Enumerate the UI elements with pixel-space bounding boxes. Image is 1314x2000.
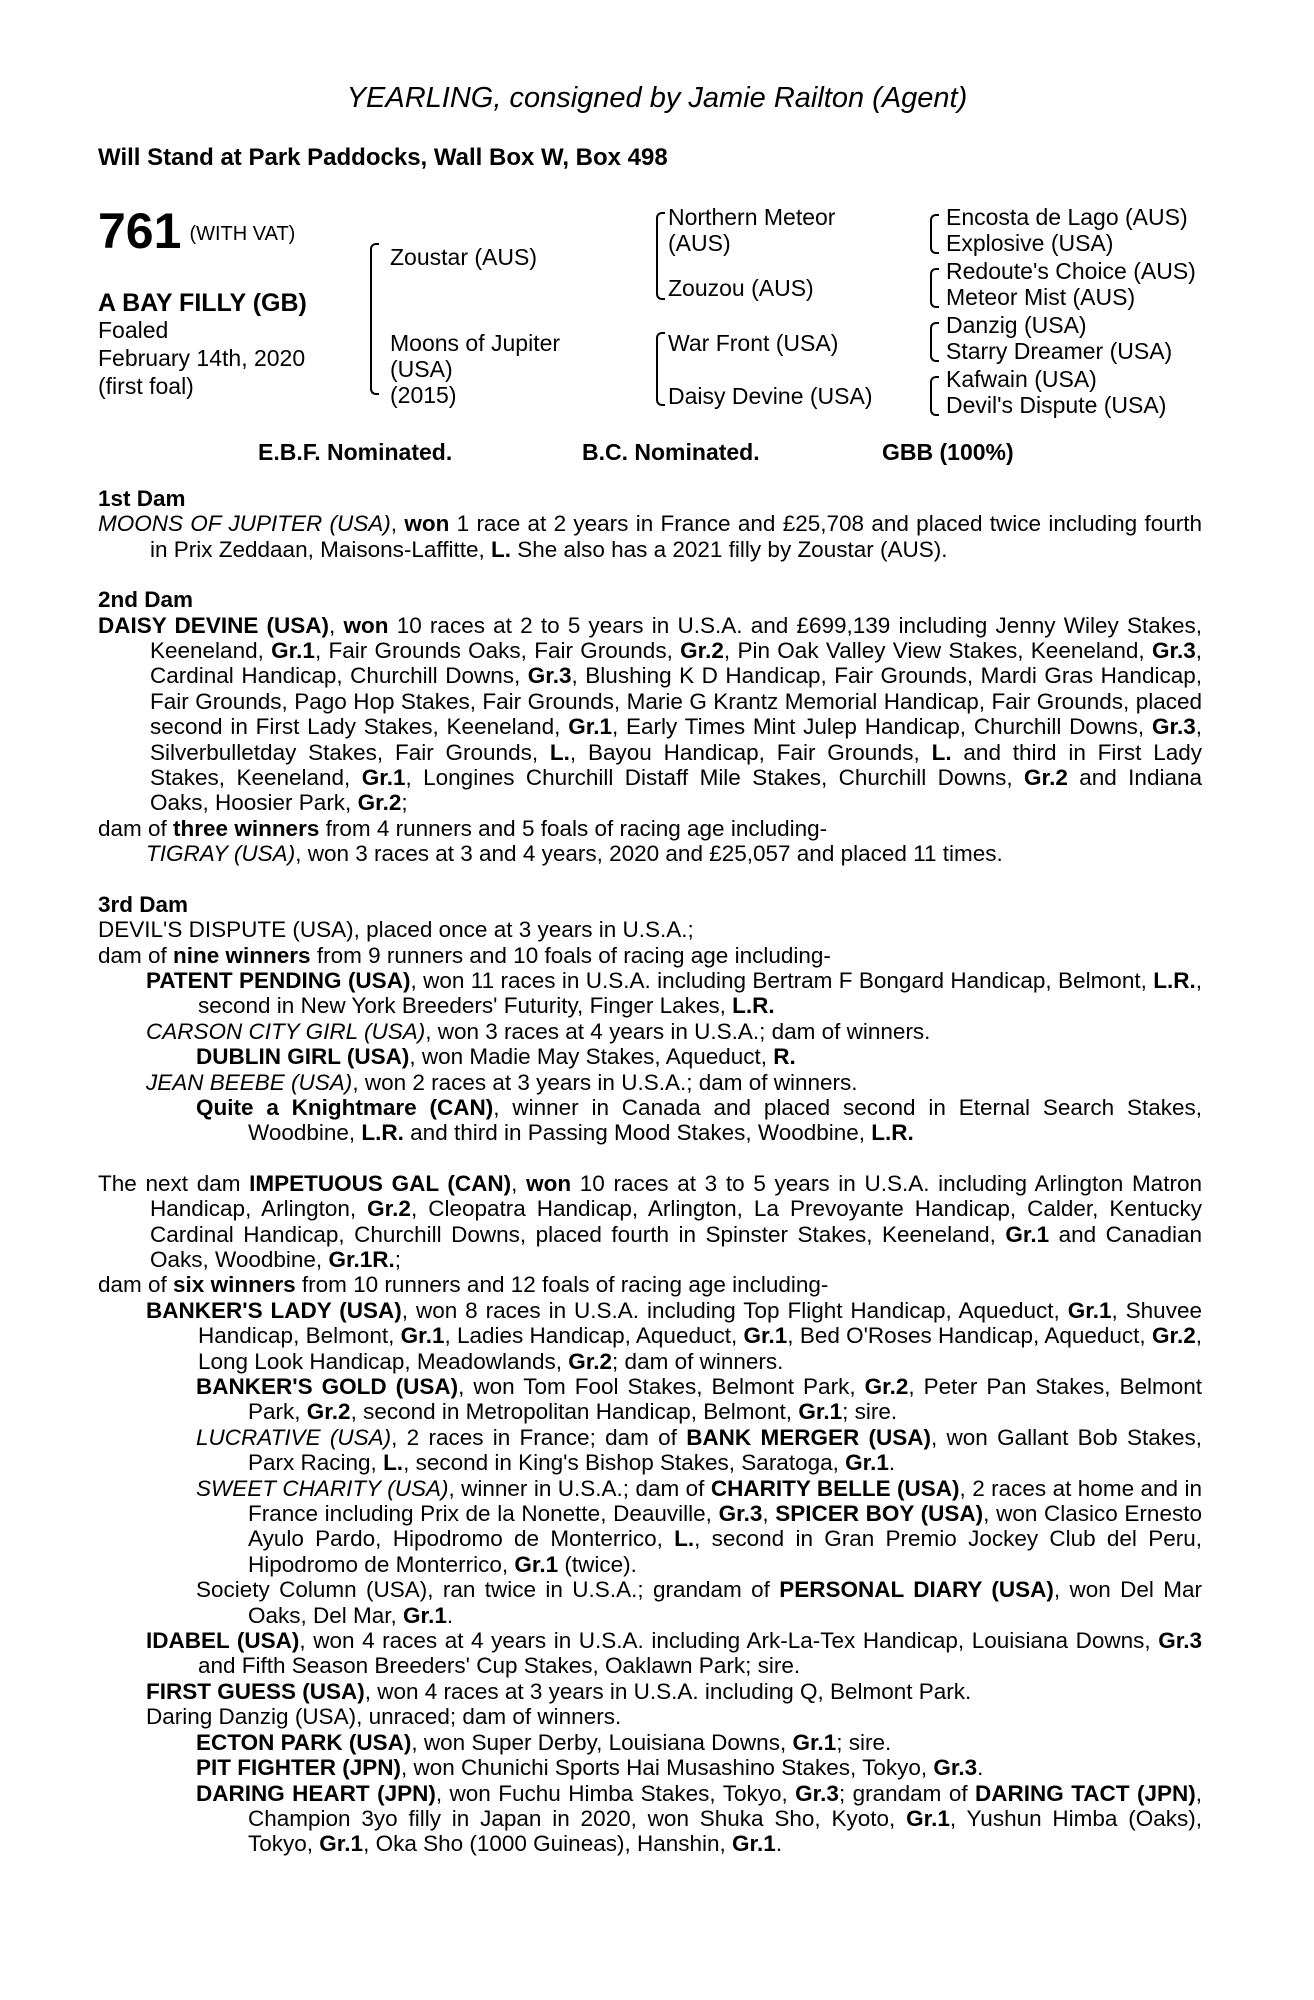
dam-entry: DEVIL'S DISPUTE (USA), placed once at 3 years in U.S.A.; bbox=[98, 917, 694, 943]
produce-entry: IDABEL (USA), won 4 races at 4 years in U.S.A. including Ark-La-Tex Handicap, Louisiana Downs, Gr.3 and Fifth Season Breeders' Cup Stakes, Oaklawn Park; sire. bbox=[146, 1628, 1202, 1679]
produce-entry: Daring Danzig (USA), unraced; dam of winners. bbox=[146, 1704, 622, 1730]
pedigree-brace bbox=[656, 332, 665, 406]
pedigree-dsd: Starry Dreamer (USA) bbox=[946, 338, 1173, 364]
produce-summary: dam of nine winners from 9 runners and 10 foals of racing age including- bbox=[98, 942, 831, 968]
third-dam-section bbox=[98, 892, 1202, 1146]
ebf-nomination: E.B.F. Nominated. bbox=[258, 439, 453, 465]
foaled-date: February 14th, 2020 bbox=[98, 345, 306, 371]
pedigree-dam-country: (USA) bbox=[390, 356, 453, 382]
pedigree-dds: Kafwain (USA) bbox=[946, 366, 1097, 392]
pedigree-ss-country: (AUS) bbox=[668, 230, 731, 256]
pedigree-dam-name: Moons of Jupiter bbox=[390, 330, 561, 356]
produce-entry: Quite a Knightmare (CAN), winner in Canada and placed second in Eternal Search Stakes, Woodbine, L.R. and third in Passing Mood Stakes, Woodbine, L.R. bbox=[196, 1094, 1202, 1146]
pedigree-ddd: Devil's Dispute (USA) bbox=[946, 392, 1167, 418]
dam-entry: MOONS OF JUPITER (USA), won 1 race at 2 years in France and £25,708 and placed twice including fourth in Prix Zeddaan, Maisons-Laffitte, L. She also has a 2021 filly by Zoustar (AUS). bbox=[98, 511, 1202, 562]
produce-entry: CARSON CITY GIRL (USA), won 3 races at 4 years in U.S.A.; dam of winners. bbox=[146, 1018, 931, 1044]
produce-entry: Society Column (USA), ran twice in U.S.A.; grandam of PERSONAL DIARY (USA), won Del Mar Oaks, Del Mar, Gr.1. bbox=[196, 1577, 1202, 1628]
produce-entry: ECTON PARK (USA), won Super Derby, Louisiana Downs, Gr.1; sire. bbox=[196, 1729, 892, 1755]
stable-location: Will Stand at Park Paddocks, Wall Box W, Box 498 bbox=[98, 144, 668, 171]
produce-entry: SWEET CHARITY (USA), winner in U.S.A.; dam of CHARITY BELLE (USA), 2 races at home and in France including Prix de la Nonette, Deauville, Gr.3, SPICER BOY (USA), won Clasico Ernesto Ayulo Pardo, Hipodromo de Monterrico, L., second in Gran Premio Jockey Club del Peru, Hipodromo de Monterrico, Gr.1 (twice). bbox=[196, 1475, 1202, 1577]
pedigree-brace bbox=[656, 212, 665, 300]
catalogue-body bbox=[98, 486, 1202, 1857]
pedigree-sdd: Meteor Mist (AUS) bbox=[946, 284, 1136, 310]
pedigree-brace bbox=[930, 214, 939, 254]
lot-number-block bbox=[98, 203, 295, 262]
produce-entry: LUCRATIVE (USA), 2 races in France; dam of BANK MERGER (USA), won Gallant Bob Stakes, Parx Racing, L., second in King's Bishop Stakes, Saratoga, Gr.1. bbox=[196, 1424, 1202, 1476]
produce-entry: PATENT PENDING (USA), won 11 races in U.S.A. including Bertram F Bongard Handicap, Belmont, L.R., second in New York Breeders' Futurity, Finger Lakes, L.R. bbox=[146, 967, 1202, 1019]
pedigree-sire-dam: Zouzou (AUS) bbox=[668, 275, 814, 301]
foaled-label: Foaled bbox=[98, 317, 169, 343]
bc-nomination: B.C. Nominated. bbox=[582, 439, 760, 465]
foaling-info bbox=[98, 316, 305, 400]
section-title: 2nd Dam bbox=[98, 587, 194, 613]
pedigree-dss: Danzig (USA) bbox=[946, 312, 1087, 338]
pedigree-sds: Redoute's Choice (AUS) bbox=[946, 258, 1196, 284]
gbb-rating: GBB (100%) bbox=[882, 439, 1014, 465]
produce-summary: dam of three winners from 4 runners and 5 foals of racing age including- bbox=[98, 815, 828, 841]
lot-number: 761 bbox=[98, 203, 182, 259]
produce-entry: PIT FIGHTER (JPN), won Chunichi Sports Hai Musashino Stakes, Tokyo, Gr.3. bbox=[196, 1755, 984, 1781]
produce-entry: DUBLIN GIRL (USA), won Madie May Stakes, Aqueduct, R. bbox=[196, 1044, 796, 1070]
pedigree-ssd: Explosive (USA) bbox=[946, 230, 1114, 256]
pedigree-sss: Encosta de Lago (AUS) bbox=[946, 204, 1188, 230]
pedigree-brace bbox=[930, 268, 939, 308]
section-title: 1st Dam bbox=[98, 486, 186, 511]
produce-entry: TIGRAY (USA), won 3 races at 3 and 4 years, 2020 and £25,057 and placed 11 times. bbox=[146, 841, 1003, 867]
pedigree-dam bbox=[390, 330, 560, 408]
produce-entry: FIRST GUESS (USA), won 4 races at 3 years in U.S.A. including Q, Belmont Park. bbox=[146, 1678, 972, 1704]
pedigree-dam-dam: Daisy Devine (USA) bbox=[668, 383, 873, 409]
dam-entry: DAISY DEVINE (USA), won 10 races at 2 to 5 years in U.S.A. and £699,139 including Jenny Wiley Stakes, Keeneland, Gr.1, Fair Grounds Oaks, Fair Grounds, Gr.2, Pin Oak Valley View Stakes, Keeneland, Gr.3, Cardinal Handicap, Churchill Downs, Gr.3, Blushing K D Handicap, Fair Grounds, Mardi Gras Handicap, Fair Grounds, Pago Hop Stakes, Fair Grounds, Marie G Krantz Memorial Handicap, Fair Grounds, placed second in First Lady Stakes, Keeneland, Gr.1, Early Times Mint Julep Handicap, Churchill Downs, Gr.3, Silverbulletday Stakes, Fair Grounds, L., Bayou Handicap, Fair Grounds, L. and third in First Lady Stakes, Keeneland, Gr.1, Longines Churchill Distaff Mile Stakes, Churchill Downs, Gr.2 and Indiana Oaks, Hoosier Park, Gr.2; bbox=[98, 612, 1202, 816]
pedigree-sire: Zoustar (AUS) bbox=[390, 244, 537, 270]
foal-note: (first foal) bbox=[98, 373, 194, 399]
horse-description: A BAY FILLY (GB) bbox=[98, 289, 307, 317]
dam-entry: The next dam IMPETUOUS GAL (CAN), won 10 races at 3 to 5 years in U.S.A. including Arlington Matron Handicap, Arlington, Gr.2, Cleopatra Handicap, Arlington, La Prevoyante Handicap, Calder, Kentucky Cardinal Handicap, Churchill Downs, placed fourth in Spinster Stakes, Keeneland, Gr.1 and Canadian Oaks, Woodbine, Gr.1R.; bbox=[98, 1170, 1203, 1272]
produce-summary: dam of six winners from 10 runners and 12 foals of racing age including- bbox=[98, 1272, 829, 1298]
pedigree-brace bbox=[930, 376, 939, 416]
produce-entry: BANKER'S LADY (USA), won 8 races in U.S.A. including Top Flight Handicap, Aqueduct, Gr.1, Shuvee Handicap, Belmont, Gr.1, Ladies Handicap, Aqueduct, Gr.1, Bed O'Roses Handicap, Aqueduct, Gr.2, Long Look Handicap, Meadowlands, Gr.2; dam of winners. bbox=[146, 1297, 1202, 1374]
pedigree-ss-name: Northern Meteor bbox=[668, 204, 836, 230]
vat-label: (WITH VAT) bbox=[189, 223, 296, 245]
first-dam-section bbox=[98, 486, 1202, 562]
next-dam-section bbox=[98, 1171, 1202, 1857]
pedigree-dam-year: (2015) bbox=[390, 382, 457, 408]
second-dam-section bbox=[98, 587, 1202, 866]
section-title: 3rd Dam bbox=[98, 891, 189, 917]
produce-entry: BANKER'S GOLD (USA), won Tom Fool Stakes, Belmont Park, Gr.2, Peter Pan Stakes, Belmont Park, Gr.2, second in Metropolitan Handicap, Belmont, Gr.1; sire. bbox=[196, 1374, 1202, 1425]
pedigree-dam-sire: War Front (USA) bbox=[668, 330, 839, 356]
pedigree-brace bbox=[370, 243, 379, 395]
pedigree-brace bbox=[930, 322, 939, 362]
produce-entry: DARING HEART (JPN), won Fuchu Himba Stakes, Tokyo, Gr.3; grandam of DARING TACT (JPN), Champion 3yo filly in Japan in 2020, won Shuka Sho, Kyoto, Gr.1, Yushun Himba (Oaks), Tokyo, Gr.1, Oka Sho (1000 Guineas), Hanshin, Gr.1. bbox=[196, 1780, 1203, 1857]
produce-entry: JEAN BEEBE (USA), won 2 races at 3 years in U.S.A.; dam of winners. bbox=[146, 1069, 858, 1095]
page-header: YEARLING, consigned by Jamie Railton (Agent) bbox=[346, 82, 968, 114]
pedigree-sire-sire bbox=[668, 204, 835, 256]
